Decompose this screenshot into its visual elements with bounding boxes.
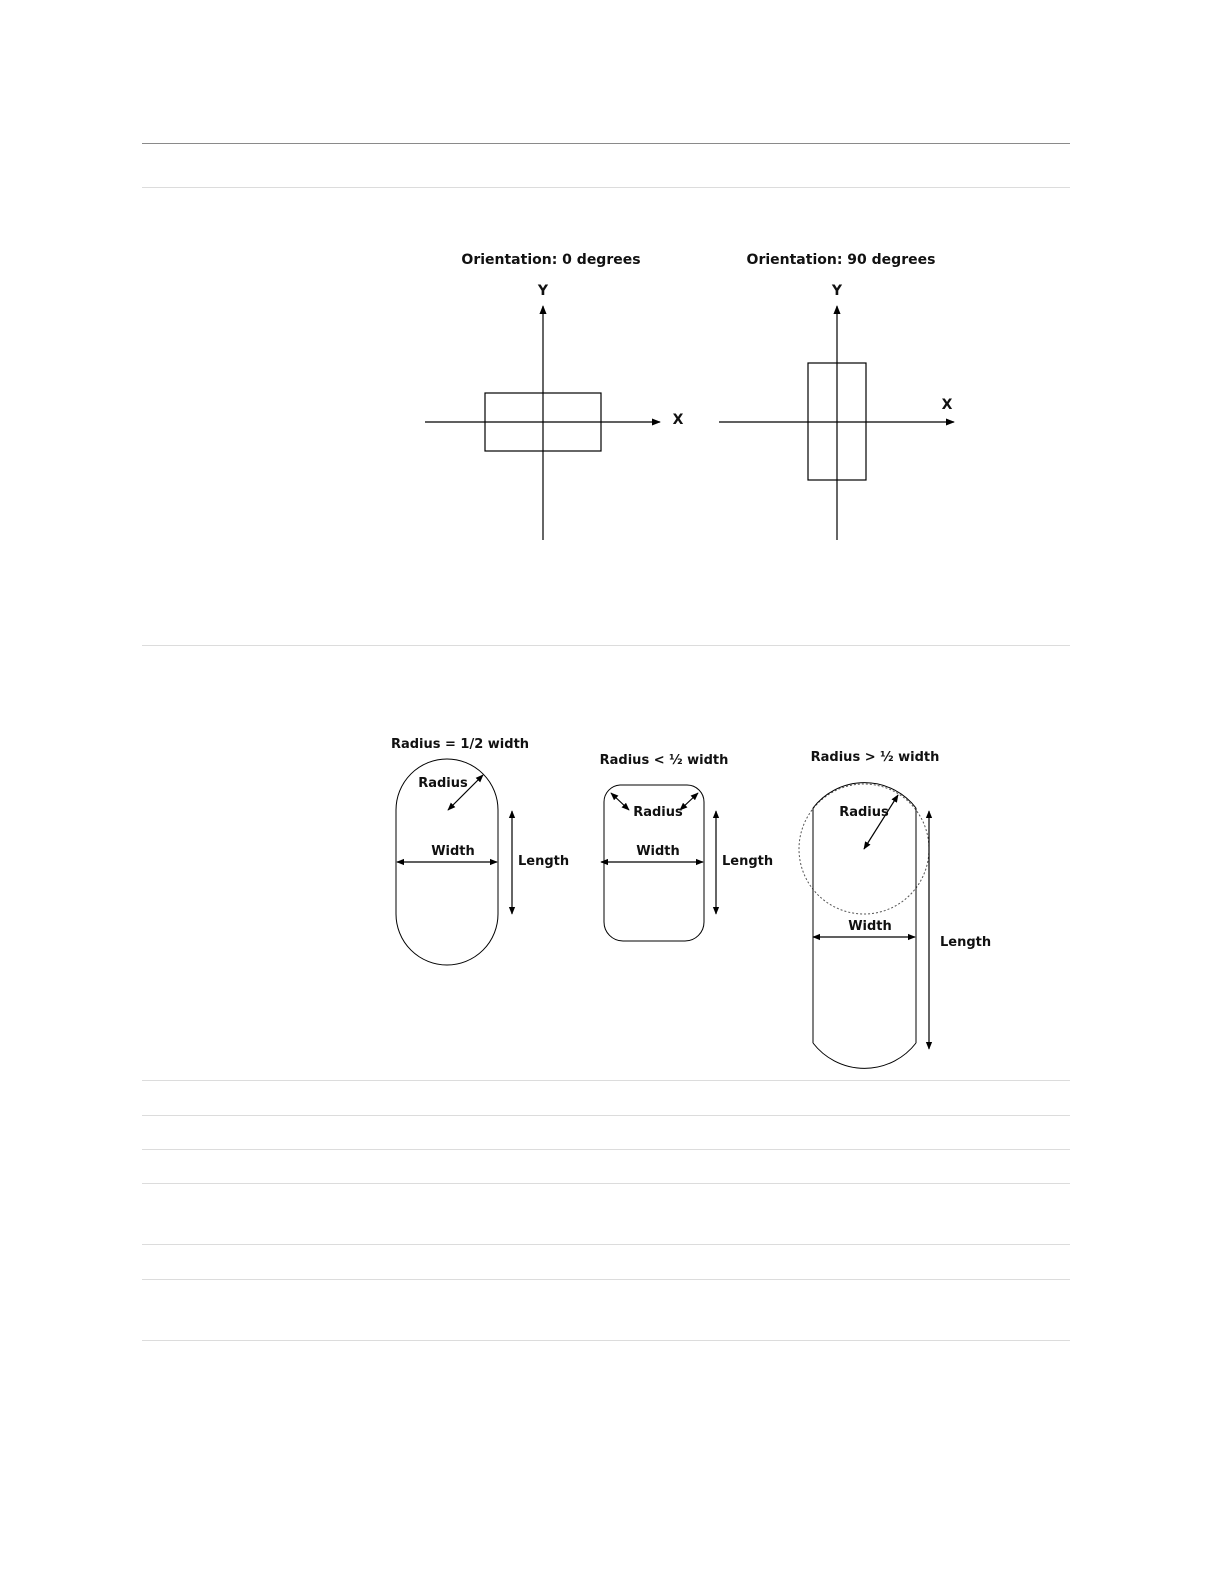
radius-greater-bottom-arc [813,1043,916,1068]
orientation-0-y-label: Y [537,283,549,299]
radius-less-radius-arrow-left [611,793,629,810]
radius-half-diagram [391,737,569,965]
radius-less-width-label: Width [636,844,680,859]
radius-less-length-label: Length [722,854,774,869]
orientation-90-diagram [719,252,954,540]
radius-greater-width-label: Width [848,919,892,934]
radius-half-width-label: Width [431,844,475,859]
orientation-90-y-label: Y [831,283,843,299]
radius-less-title: Radius < ½ width [599,753,729,768]
radius-less-diagram [600,753,774,941]
radius-greater-title: Radius > ½ width [810,750,940,765]
orientation-0-x-label: X [672,412,684,428]
orientation-0-diagram [425,252,684,540]
radius-greater-diagram [799,750,991,1068]
radius-half-title: Radius = 1/2 width [390,737,530,752]
radius-greater-radius-arrow [864,795,898,849]
radius-half-length-label: Length [518,854,570,869]
orientation-90-x-label: X [941,397,953,413]
radius-greater-length-label: Length [940,935,992,950]
orientation-0-title: Orientation: 0 degrees [461,252,641,268]
radius-half-radius-label: Radius [418,776,468,791]
radius-greater-radius-label: Radius [839,805,889,820]
radius-less-radius-label: Radius [633,805,683,820]
orientation-90-title: Orientation: 90 degrees [746,252,936,268]
